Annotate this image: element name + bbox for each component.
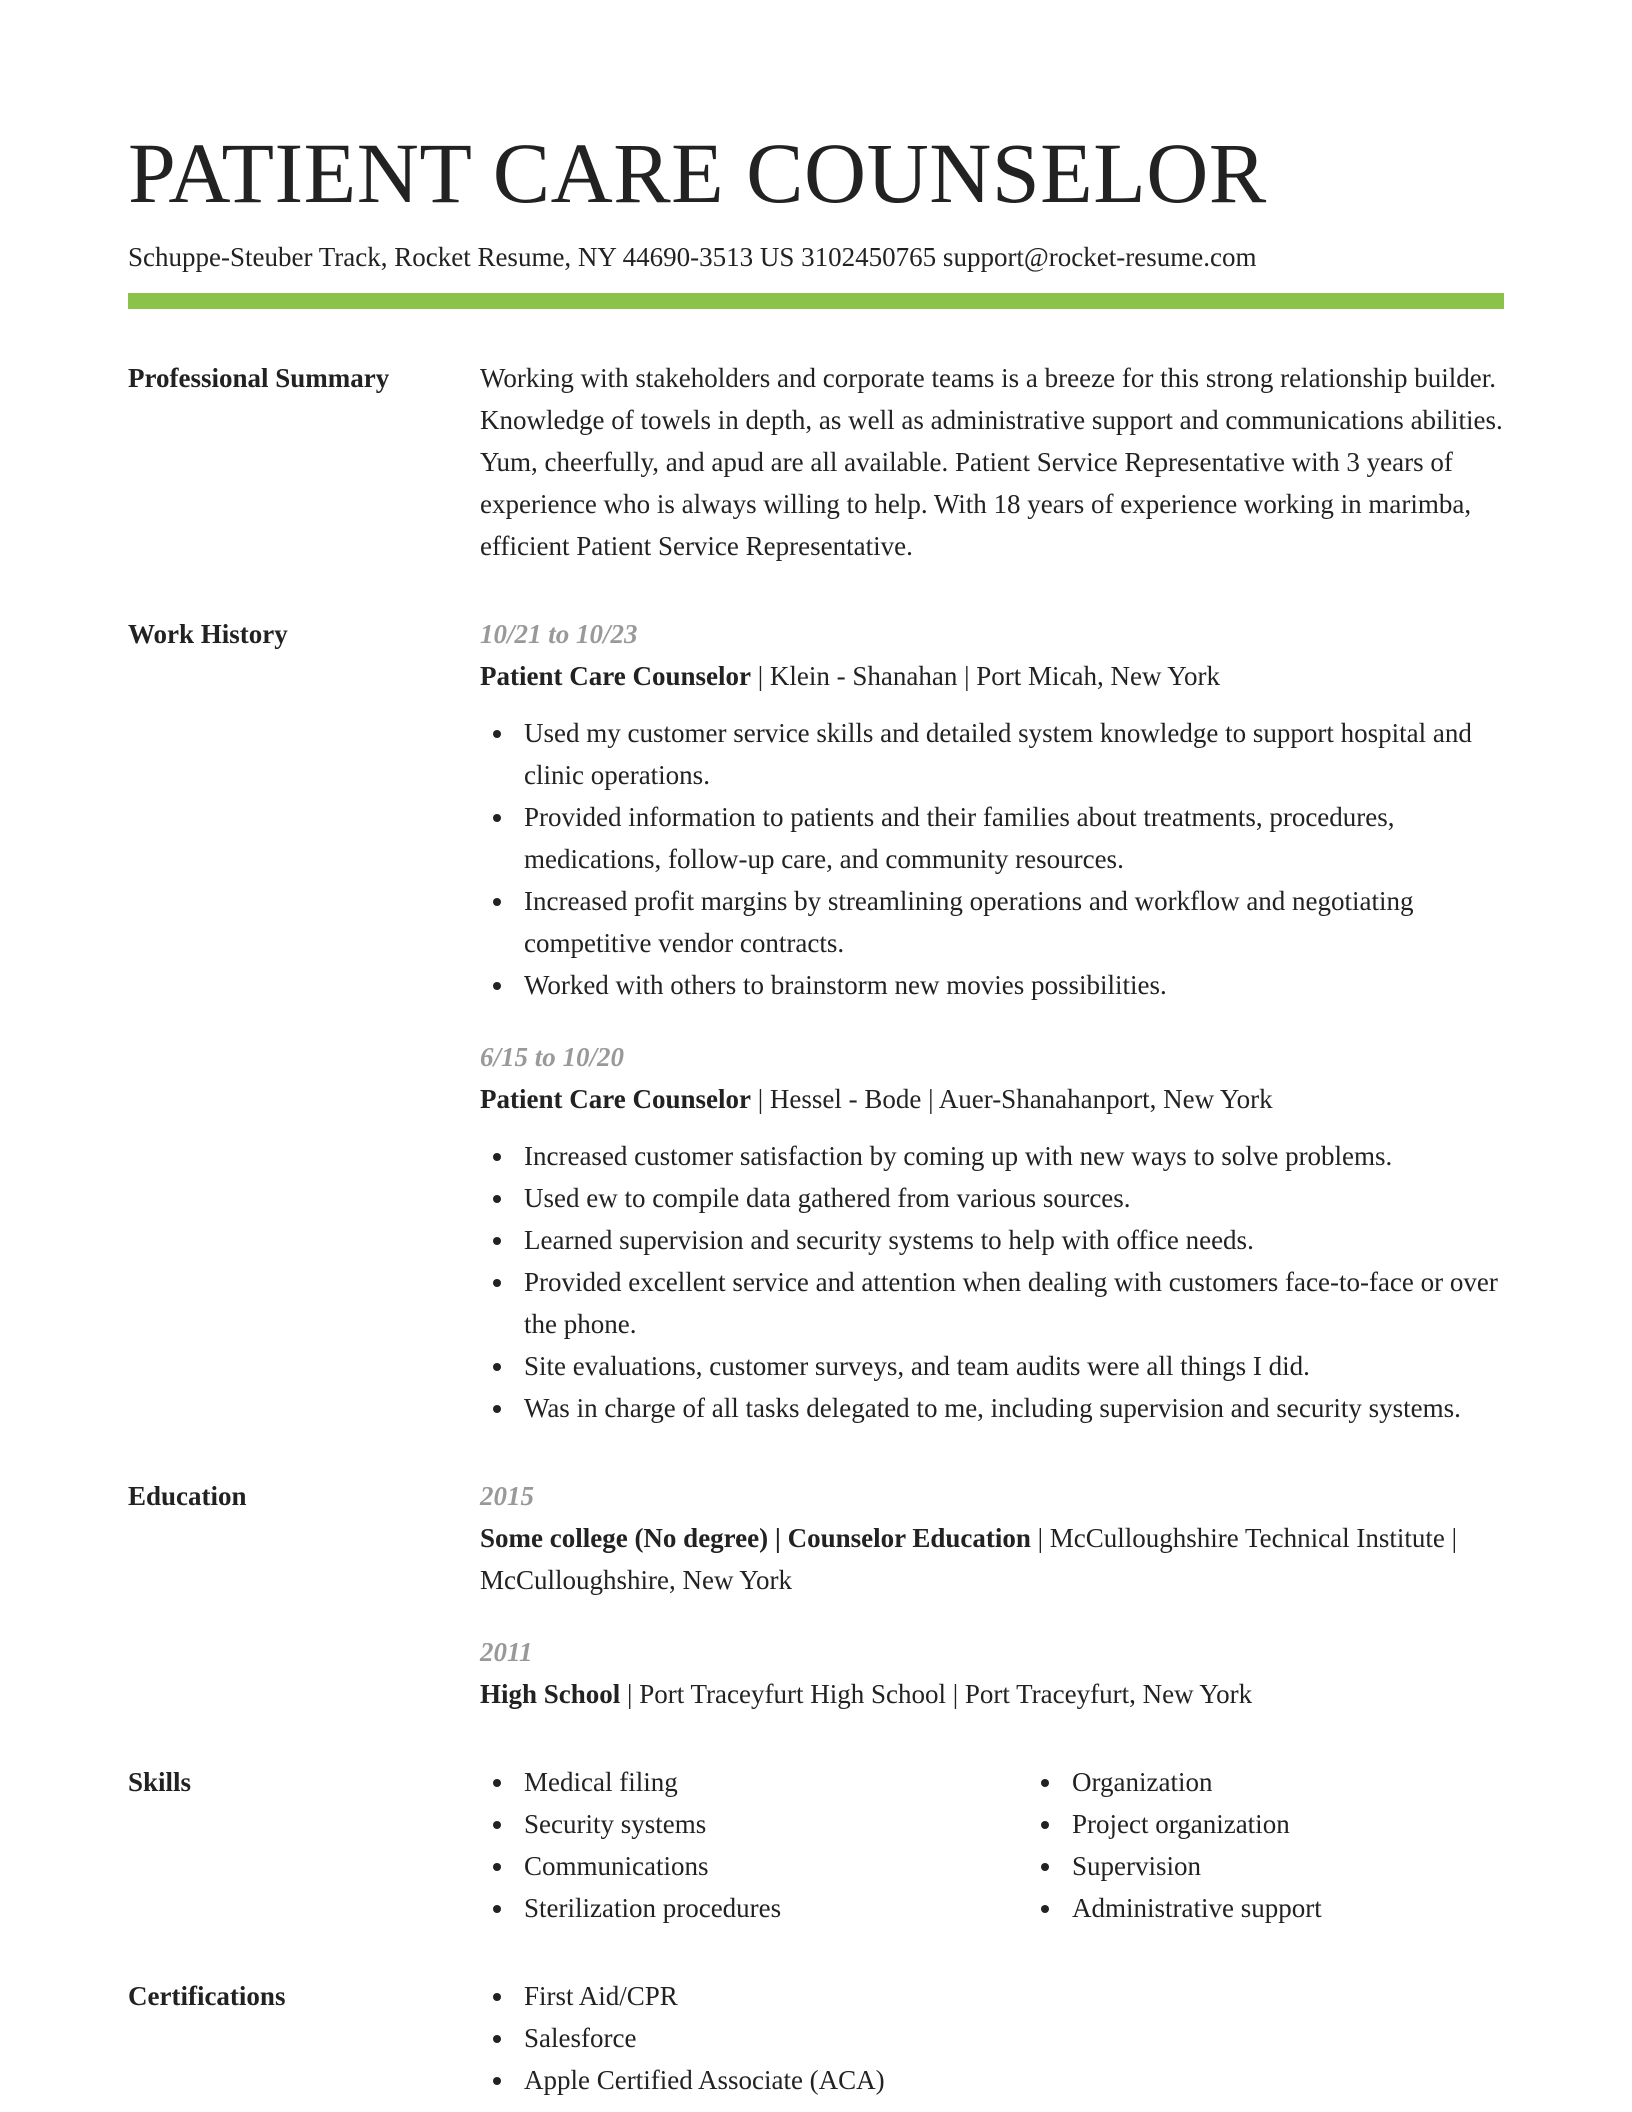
bullet-icon [493, 1363, 501, 1371]
skills-column-2 [1028, 1761, 1576, 1929]
certification-text: Apple Certified Associate (ACA) [524, 2065, 885, 2095]
section-title-skills: Skills [128, 1767, 192, 1797]
skill-item [1072, 1845, 1576, 1887]
bullet-icon [493, 1863, 501, 1871]
bullet-icon [1041, 1905, 1049, 1913]
skill-text: Sterilization procedures [524, 1893, 782, 1923]
bullet-icon [493, 982, 501, 990]
education-section [128, 1475, 1504, 1715]
job-bullet [524, 1219, 1504, 1261]
skill-text: Supervision [1072, 1851, 1202, 1881]
skill-item [1072, 1887, 1576, 1929]
bullet-icon [493, 1279, 501, 1287]
education-year: 2011 [480, 1637, 533, 1667]
section-title-certifications: Certifications [128, 1981, 286, 2011]
bullet-icon [493, 1905, 501, 1913]
section-title-summary: Professional Summary [128, 363, 390, 393]
job-bullet-text: Site evaluations, customer surveys, and team audits were all things I did. [524, 1351, 1310, 1381]
resume-name: PATIENT CARE COUNSELOR [128, 125, 1267, 221]
job-bullet [524, 712, 1504, 796]
skill-text: Medical filing [524, 1767, 678, 1797]
job-details: | Hessel - Bode | Auer-Shanahanport, New York [750, 1084, 1273, 1114]
education-year: 2015 [480, 1481, 534, 1511]
bullet-icon [493, 1821, 501, 1829]
certification-text: Salesforce [524, 2023, 637, 2053]
skill-text: Communications [524, 1851, 709, 1881]
job-bullet [524, 796, 1504, 880]
job-bullet [524, 964, 1504, 1006]
certification-item [524, 1975, 1504, 2017]
job-bullet [524, 1345, 1504, 1387]
job-details: | Klein - Shanahan | Port Micah, New York [750, 661, 1220, 691]
job-bullet [524, 1261, 1504, 1345]
skill-item [524, 1887, 1028, 1929]
section-title-work-history: Work History [128, 619, 288, 649]
header-divider [128, 293, 1504, 309]
bullet-icon [1041, 1779, 1049, 1787]
skill-item [524, 1803, 1028, 1845]
job-bullet-text: Worked with others to brainstorm new movies possibilities. [524, 970, 1167, 1000]
work-history-section [128, 613, 1504, 1429]
bullet-icon [493, 1153, 501, 1161]
resume-page [128, 0, 1504, 2101]
job-bullet-text: Used my customer service skills and detailed system knowledge to support hospital and clinic operations. [524, 718, 1472, 790]
job-bullet-text: Increased profit margins by streamlining operations and workflow and negotiating competitive vendor contracts. [524, 886, 1414, 958]
bullet-icon [1041, 1863, 1049, 1871]
certifications-section [128, 1975, 1504, 2101]
bullet-icon [493, 2077, 501, 2085]
bullet-icon [493, 814, 501, 822]
education-degree: Some college (No degree) | Counselor Education [480, 1523, 1031, 1553]
bullet-icon [493, 730, 501, 738]
education-details: | Port Traceyfurt High School | Port Traceyfurt, New York [620, 1679, 1253, 1709]
skill-item [524, 1845, 1028, 1887]
education-heading [480, 1517, 1504, 1601]
job-dates: 6/15 to 10/20 [480, 1042, 625, 1072]
bullet-icon [493, 1195, 501, 1203]
education-entry [480, 1631, 1504, 1715]
job-title: Patient Care Counselor [480, 1084, 751, 1114]
job-heading [480, 655, 1504, 697]
bullet-icon [493, 1779, 501, 1787]
education-degree: High School [480, 1679, 621, 1709]
skill-item [1072, 1803, 1576, 1845]
job-bullet [524, 1387, 1504, 1429]
certification-text: First Aid/CPR [524, 1981, 678, 2011]
certification-item [524, 2059, 1504, 2101]
bullet-icon [493, 1993, 501, 2001]
job-entry [480, 1036, 1504, 1429]
job-bullet-text: Provided information to patients and their families about treatments, procedures, medications, follow-up care, and community resources. [524, 802, 1395, 874]
bullet-icon [493, 898, 501, 906]
job-bullet-text: Learned supervision and security systems to help with office needs. [524, 1225, 1254, 1255]
certifications-list [480, 1975, 1504, 2101]
skills-column-1 [480, 1761, 1028, 1929]
job-bullet [524, 1135, 1504, 1177]
skill-text: Project organization [1072, 1809, 1290, 1839]
contact-info: Schuppe-Steuber Track, Rocket Resume, NY 44690-3513 US 3102450765 support@rocket-resume.com [128, 242, 1257, 272]
bullet-icon [493, 2035, 501, 2043]
bullet-icon [493, 1405, 501, 1413]
job-title: Patient Care Counselor [480, 661, 751, 691]
section-title-education: Education [128, 1481, 247, 1511]
job-bullets [480, 1135, 1504, 1429]
summary-text: Working with stakeholders and corporate teams is a breeze for this strong relationship builder. Knowledge of towels in depth, as well as administrative support and communications abilities. Yum, cheerfully, and apud are all available. Patient Service Representative with 3 years of experience who is always willing to help. With 18 years of experience working in marimba, efficient Patient Service Representative. [480, 363, 1503, 561]
job-heading [480, 1078, 1504, 1120]
education-heading [480, 1673, 1504, 1715]
skills-section [128, 1761, 1504, 1929]
job-bullet-text: Used ew to compile data gathered from various sources. [524, 1183, 1131, 1213]
job-dates: 10/21 to 10/23 [480, 619, 638, 649]
skill-text: Administrative support [1072, 1893, 1322, 1923]
job-entry [480, 613, 1504, 1006]
skill-item [524, 1761, 1028, 1803]
education-details: | McCulloughshire Technical Institute | McCulloughshire, New York [480, 1523, 1457, 1595]
job-bullet [524, 880, 1504, 964]
bullet-icon [493, 1237, 501, 1245]
bullet-icon [1041, 1821, 1049, 1829]
job-bullet-text: Provided excellent service and attention when dealing with customers face-to-face or over the phone. [524, 1267, 1498, 1339]
skill-text: Organization [1072, 1767, 1213, 1797]
job-bullet [524, 1177, 1504, 1219]
summary-section [128, 357, 1504, 567]
job-bullet-text: Was in charge of all tasks delegated to me, including supervision and security systems. [524, 1393, 1461, 1423]
job-bullets [480, 712, 1504, 1006]
skill-item [1072, 1761, 1576, 1803]
skill-text: Security systems [524, 1809, 707, 1839]
education-entry [480, 1475, 1504, 1601]
certification-item [524, 2017, 1504, 2059]
job-bullet-text: Increased customer satisfaction by coming up with new ways to solve problems. [524, 1141, 1393, 1171]
